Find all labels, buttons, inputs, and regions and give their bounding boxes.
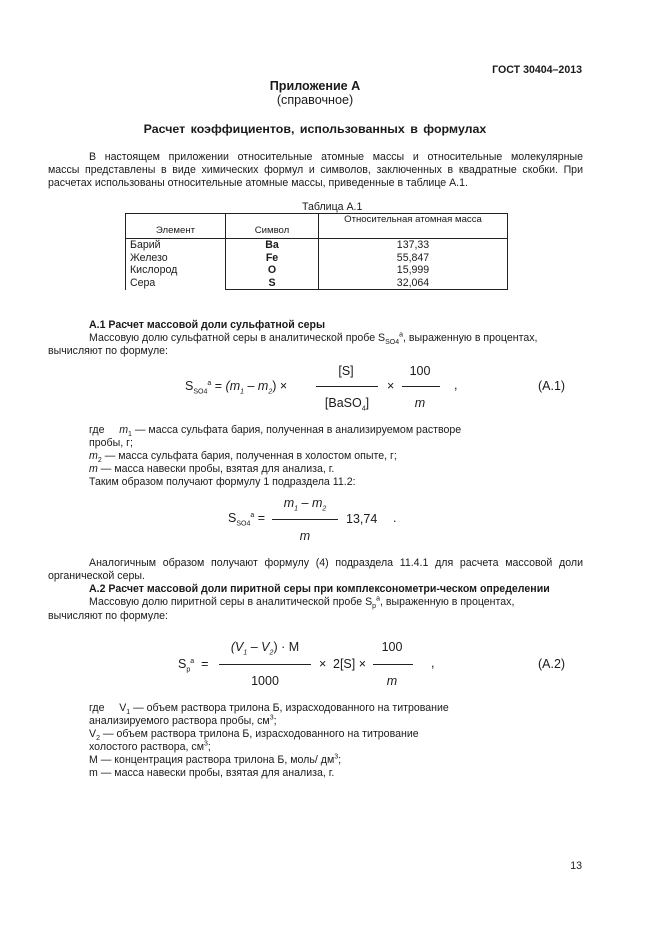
- element-name: Барий: [130, 239, 161, 251]
- where-m: m — масса навески пробы, взятая для анализа, г.: [89, 767, 335, 779]
- eq2-dot: .: [393, 511, 397, 525]
- element-mass: 137,33: [396, 239, 430, 251]
- element-symbol: O: [267, 264, 277, 277]
- eq1-fraction-bar-2: [402, 386, 440, 387]
- eq1-times-2: ×: [387, 379, 395, 393]
- eq3-label: (А.2): [538, 657, 566, 671]
- header-mass: Относительная атомная масса: [319, 214, 508, 239]
- where-m: m — масса навески пробы, взятая для анализа, г.: [89, 463, 335, 475]
- eq3-lhs: $S_p^a$ =: [178, 657, 209, 674]
- eq1-label: (А.1): [538, 379, 566, 393]
- page-number: 13: [570, 860, 582, 872]
- section1-para-line2: вычисляют по формуле:: [48, 345, 168, 357]
- thus-line: Таким образом получают формулу 1 подраздела 11.2:: [89, 476, 356, 488]
- intro-line-3: расчетах использованы относительные атомные массы, приведенные в таблице А.1.: [48, 177, 468, 189]
- intro-line-1: В настоящем приложении относительные атомные массы и относительные молекулярные: [89, 151, 583, 163]
- eq1-lhs: $S_{SO4}^a = (m_1 - m_2)$ ×: [185, 379, 288, 396]
- eq3-mid: 2[S] ×: [333, 657, 367, 671]
- where-m2: $m_2$ — масса сульфата бария, полученная в холостом опыте, г;: [89, 450, 397, 465]
- section1-heading: А.1 Расчет массовой доли сульфатной серы: [89, 319, 326, 331]
- where-m1-cont: пробы, г;: [89, 437, 133, 449]
- appendix-subtitle: (справочное): [276, 93, 354, 107]
- eq1-comma: ,: [454, 378, 458, 392]
- eq1-den1: [BaSO$_4$]: [324, 396, 370, 413]
- intro-line-2: массы представлены в виде химических формул и символов, заключенных в квадратные скобки. При: [48, 164, 583, 176]
- eq3-fraction-bar-2: [373, 664, 413, 665]
- eq3-comma: ,: [431, 656, 435, 670]
- eq3-den1: 1000: [251, 674, 279, 688]
- eq3-num1: $(V_1 - V_2) \cdot M$: [230, 640, 300, 657]
- analog-line-1: Аналогичным образом получают формулу (4) подраздела 11.4.1 для расчета массовой доли: [89, 557, 583, 569]
- where-M: М — концентрация раствора трилона Б, моль/ $дм^3$;: [89, 753, 342, 766]
- element-symbol: S: [268, 276, 276, 289]
- eq2-lhs: $S_{SO4}^a$ =: [228, 511, 266, 528]
- eq3-den2: m: [386, 674, 398, 688]
- where-m1: где $m_1$ — масса сульфата бария, полученная в анализируемом растворе: [89, 424, 462, 439]
- section2-para-line1: Массовую долю пиритной серы в аналитической пробе $S_p^a$, выраженную в процентах,: [89, 595, 515, 611]
- eq2-num: $m_1 - m_2$: [283, 496, 327, 513]
- where-v2: $V_2$ — объем раствора трилона Б, израсходованного на титрование: [89, 728, 419, 743]
- eq1-num1: [S]: [338, 364, 354, 378]
- header-element: Элемент: [126, 214, 226, 239]
- element-name: Кислород: [130, 264, 178, 277]
- section1-para-line1: Массовую долю сульфатной серы в аналитической пробе $S_{SO4}^a$, выраженную в процентах,: [89, 331, 538, 347]
- table-row: [126, 239, 508, 290]
- element-mass: 55,847: [396, 251, 430, 264]
- appendix-title: Приложение А: [269, 79, 361, 93]
- analog-line-2: органической серы.: [48, 570, 145, 582]
- mass-cell: [319, 239, 508, 290]
- section2-para-line2: вычисляют по формуле:: [48, 610, 168, 622]
- element-name: Железо: [130, 251, 168, 264]
- appendix-heading: Расчет коэффициентов, использованных в формулах: [143, 122, 487, 136]
- eq3-num2: 100: [381, 640, 403, 654]
- atomic-mass-table: [125, 213, 508, 290]
- section2-heading: А.2 Расчет массовой доли пиритной серы при комплексонометри-ческом определении: [89, 583, 550, 595]
- eq2-fraction-bar: [272, 519, 338, 520]
- eq2-coef: 13,74: [346, 512, 378, 526]
- eq1-num2: 100: [409, 364, 431, 378]
- eq3-times: ×: [319, 657, 327, 671]
- symbol-cell: [226, 239, 319, 290]
- eq1-fraction-bar-1: [316, 386, 378, 387]
- eq3-fraction-bar-1: [219, 664, 311, 665]
- element-name: Сера: [130, 276, 156, 289]
- eq1-den2: m: [414, 396, 426, 410]
- where-v1-cont: анализируемого раствора пробы, $см^3$;: [89, 714, 277, 727]
- element-mass: 15,999: [396, 264, 430, 277]
- where-v1: где $V_1$ — объем раствора трилона Б, израсходованного на титрование: [89, 702, 449, 717]
- header-symbol: Символ: [226, 214, 319, 239]
- where-v2-cont: холостого раствора, $см^3$;: [89, 740, 211, 753]
- table-header-row: [126, 214, 508, 239]
- element-symbol: Fe: [265, 251, 279, 264]
- element-symbol: Ba: [265, 239, 279, 251]
- eq2-den: m: [299, 529, 311, 543]
- standard-number: ГОСТ 30404–2013: [492, 64, 582, 76]
- element-cell: [126, 239, 226, 290]
- element-mass: 32,064: [396, 276, 430, 289]
- table-caption: Таблица А.1: [302, 201, 363, 213]
